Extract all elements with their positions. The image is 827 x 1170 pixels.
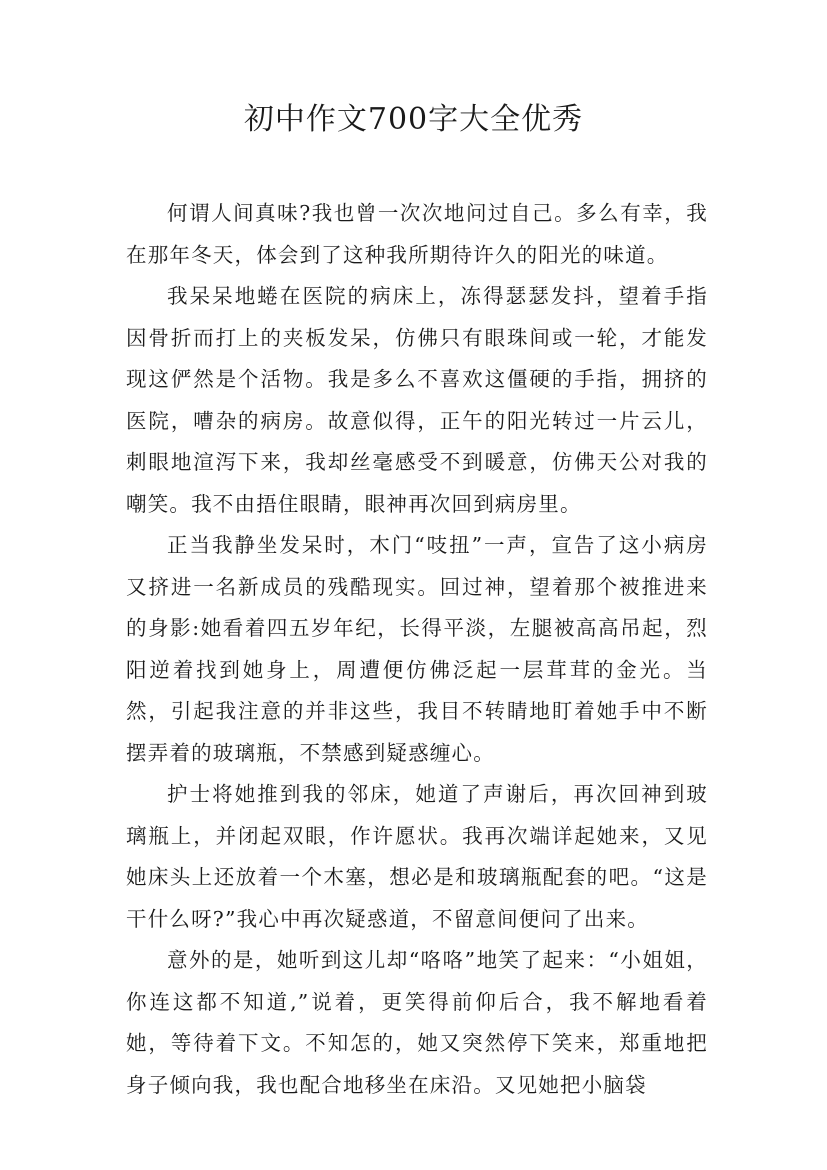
document-body: [126, 193, 708, 1106]
paragraph-2: 我呆呆地蜷在医院的病床上，冻得瑟瑟发抖，望着手指因骨折而打上的夹板发呆，仿佛只有眼珠间或一轮，才能发现这俨然是个活物。我是多么不喜欢这僵硬的手指，拥挤的医院，嘈杂的病房。故意似得，正午的阳光转过一片云儿，刺眼地渲泻下来，我却丝毫感受不到暖意，仿佛天公对我的嘲笑。我不由捂住眼睛，眼神再次回到病房里。: [126, 284, 708, 516]
paragraph-4: 护士将她推到我的邻床，她道了声谢后，再次回神到玻璃瓶上，并闭起双眼，作许愿状。我再次端详起她来，又见她床头上还放着一个木塞，想必是和玻璃瓶配套的吧。“这是干什么呀?”我心中再次疑惑道，不留意间便问了出来。: [126, 782, 708, 931]
paragraph-3: 正当我静坐发呆时，木门“吱扭”一声，宣告了这小病房又挤进一名新成员的残酷现实。回过神，望着那个被推进来的身影:她看着四五岁年纪，长得平淡，左腿被高高吊起，烈阳逆着找到她身上，周遭便仿佛泛起一层茸茸的金光。当然，引起我注意的并非这些，我目不转睛地盯着她手中不断摆弄着的玻璃瓶，不禁感到疑惑缠心。: [126, 533, 708, 765]
paragraph-1: 何谓人间真味?我也曾一次次地问过自己。多么有幸，我在那年冬天，体会到了这种我所期待许久的阳光的味道。: [126, 201, 708, 267]
paragraph-5: 意外的是，她听到这儿却“咯咯”地笑了起来：“小姐姐，你连这都不知道,”说着，更笑得前仰后合，我不解地看着她，等待着下文。不知怎的，她又突然停下笑来，郑重地把身子倾向我，我也配合地移坐在床沿。又见她把小脑袋: [126, 948, 708, 1097]
document-title: 初中作文700字大全优秀: [243, 102, 584, 137]
